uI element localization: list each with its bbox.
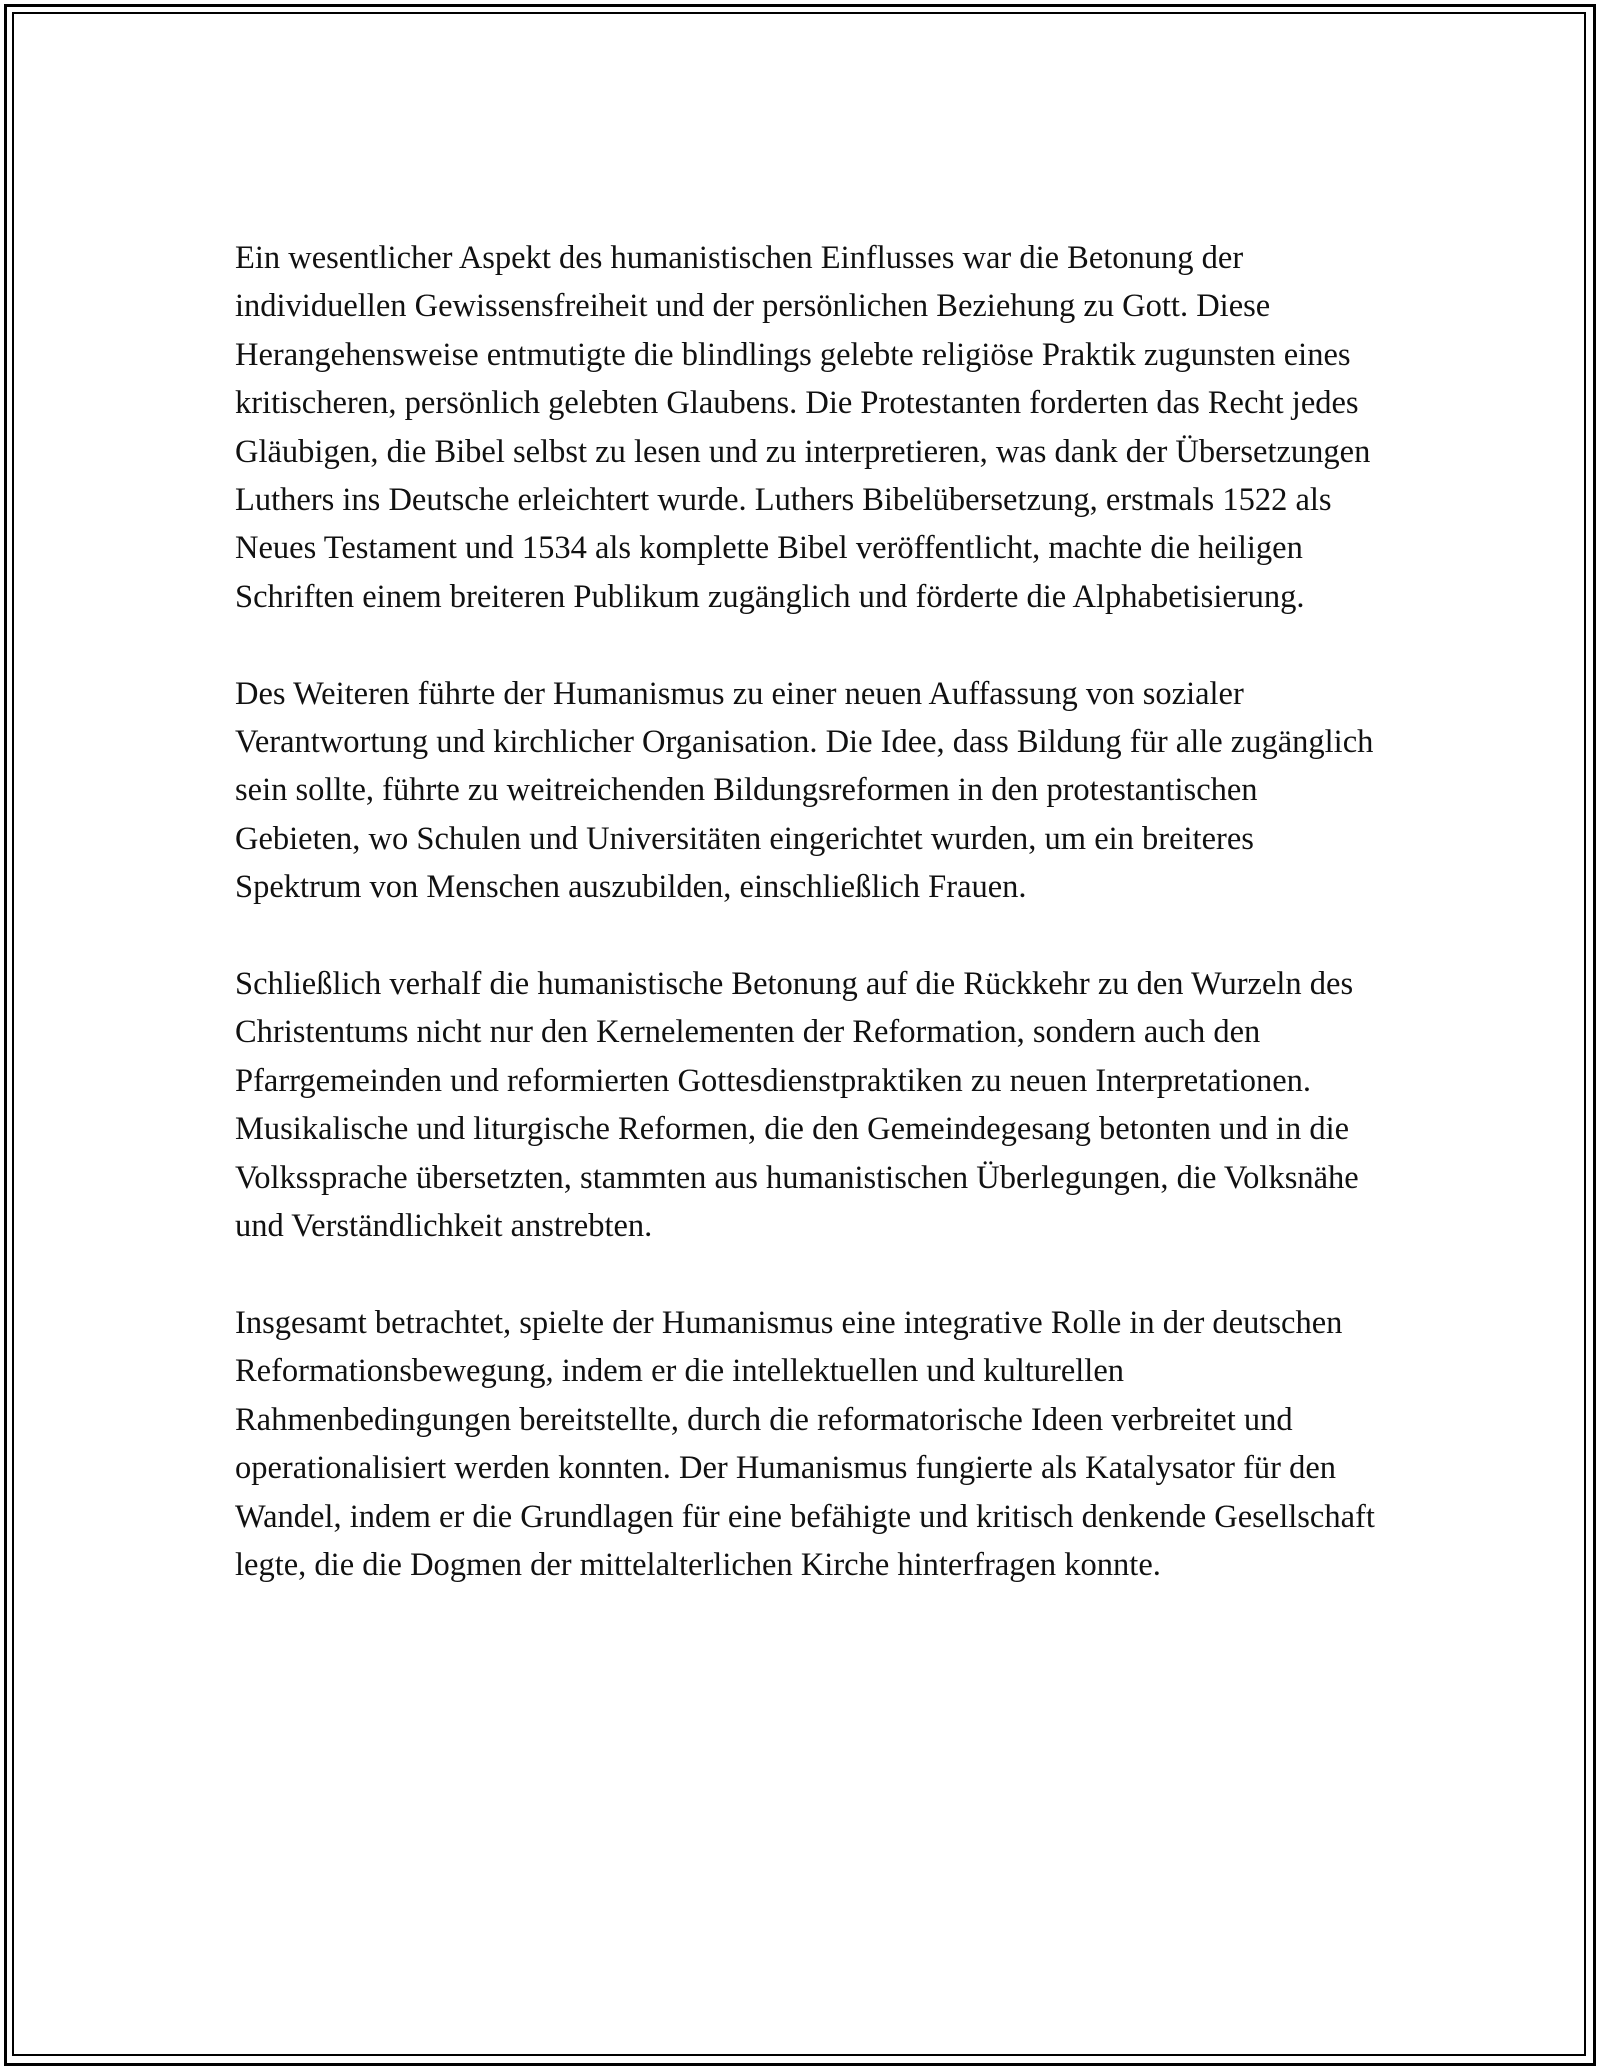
document-body [235, 234, 1375, 1638]
paragraph-conclusion: Insgesamt betrachtet, spielte der Humanismus eine integrative Rolle in der deutschen Reformationsbewegung, indem er die intellektuellen und kulturellen Rahmenbedingungen bereitstellte, durch die reformatorische Ideen verbreitet und operationalisiert werden konnten. Der Humanismus fungierte als Katalysator für den Wandel, indem er die Grundlagen für eine befähigte und kritisch denkende Gesellschaft legte, die die Dogmen der mittelalterlichen Kirche hinterfragen konnte. [235, 1304, 1375, 1583]
paragraph-return-to-roots: Schließlich verhalf die humanistische Betonung auf die Rückkehr zu den Wurzeln des Christentums nicht nur den Kernelementen der Reformation, sondern auch den Pfarrgemeinden und reformierten Gottesdienstpraktiken zu neuen Interpretationen. Musikalische und liturgische Reformen, die den Gemeindegesang betonten und in die Volkssprache übersetzten, stammten aus humanistischen Überlegungen, die Volksnähe und Verständlichkeit anstrebten. [235, 966, 1359, 1245]
paragraph-humanist-influence: Ein wesentlicher Aspekt des humanistischen Einflusses war die Betonung der individuellen Gewissensfreiheit und der persönlichen Beziehung zu Gott. Diese Herangehensweise entmutigte die blindlings gelebte religiöse Praktik zugunsten eines kritischeren, persönlich gelebten Glaubens. Die Protestanten forderten das Recht jedes Gläubigen, die Bibel selbst zu lesen und zu interpretieren, was dank der Übersetzungen Luthers ins Deutsche erleichtert wurde. Luthers Bibelübersetzung, erstmals 1522 als Neues Testament und 1534 als komplette Bibel veröffentlicht, machte die heiligen Schriften einem breiteren Publikum zugänglich und förderte die Alphabetisierung. [235, 240, 1371, 615]
paragraph-social-responsibility: Des Weiteren führte der Humanismus zu einer neuen Auffassung von sozialer Verantwortung und kirchlicher Organisation. Die Idee, dass Bildung für alle zugänglich sein sollte, führte zu weitreichenden Bildungsreformen in den protestantischen Gebieten, wo Schulen und Universitäten eingerichtet wurden, um ein breiteres Spektrum von Menschen auszubilden, einschließlich Frauen. [235, 675, 1374, 906]
